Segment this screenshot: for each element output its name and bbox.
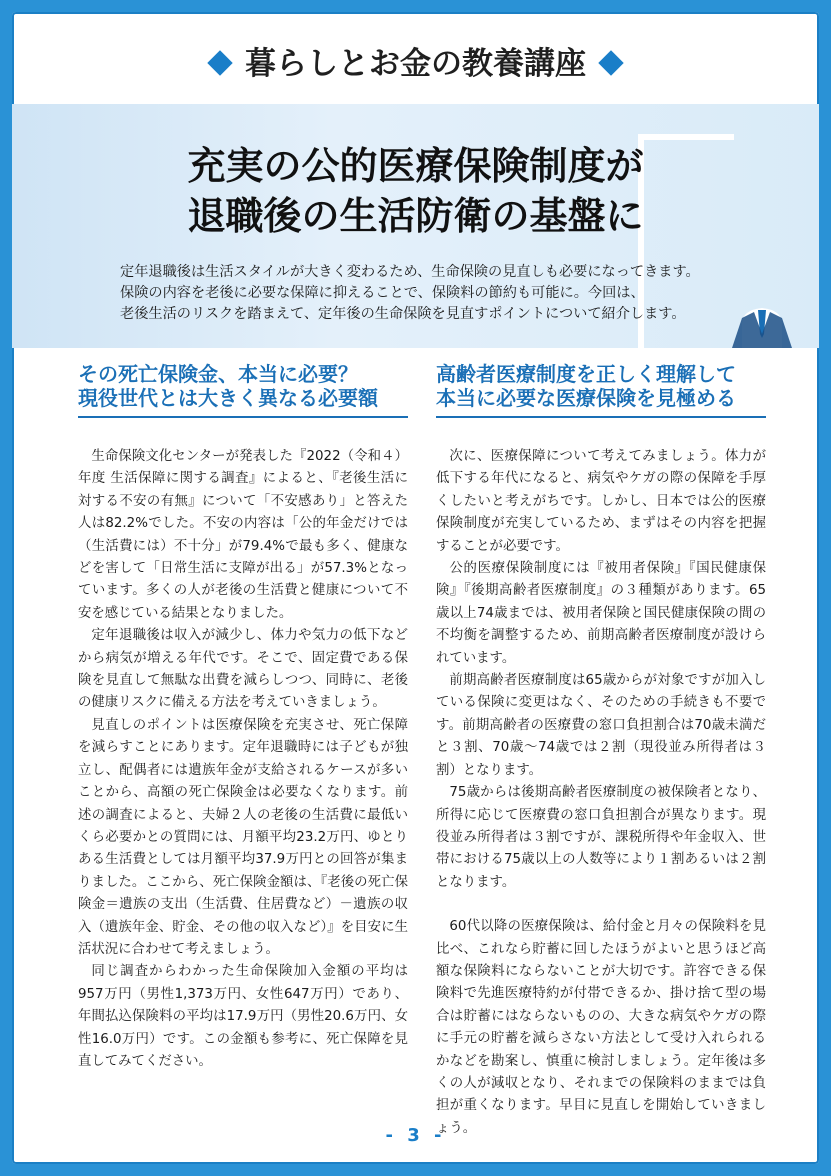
right-column-heading [436,362,766,418]
diamond-icon-right [598,50,623,75]
left-column-heading [78,362,408,418]
left-heading-line1: その死亡保険金、本当に必要？ [78,362,358,386]
series-title: 暮らしとお金の教養講座 [245,46,586,82]
lead-text [120,262,760,325]
paragraph: 次に、医療保障について考えてみましょう。体力が低下する年代になると、病気やケガの際の保障を手厚くしたいと考えがちです。しかし、日本では公的医療保険制度が充実しているため、まずはその内容を把握することが必要です。 [436,449,766,554]
paragraph: 公的医療保険制度には『被用者保険』『国民健康保険』『後期高齢者医療制度』の３種類があります。65歳以上74歳までは、被用者保険と国民健康保険の間の不均衡を調整するため、前期高齢者医療制度が設けられています。 [436,561,766,666]
page-number: - 3 - [385,1125,446,1146]
paragraph: 75歳からは後期高齢者医療制度の被保険者となり、所得に応じて医療費の窓口負担割合が異なります。現役並み所得者は３割ですが、課税所得や年金収入、世帯における75歳以上の人数等により１割あるいは２割となります。 [436,785,766,890]
paragraph: 前期高齢者医療制度は65歳からが対象ですが加入している保険に変更はなく、そのための手続きも不要です。前期高齢者の医療費の窓口負担割合は70歳未満だと３割、70歳～74歳では２割（現役並み所得者は３割）となります。 [436,673,766,778]
lead-line: 保険の内容を老後に必要な保障に抑えることで、保険料の節約も可能に。今回は、 [120,285,645,301]
paragraph: 定年退職後は収入が減少し、体力や気力の低下などから病気が増える年代です。そこで、固定費である保険を見直して無駄な出費を減らしつつ、同時に、老後の健康リスクに備える方法を考えていきましょう。 [78,628,408,711]
left-heading-line2: 現役世代とは大きく異なる必要額 [78,386,378,410]
right-column [436,362,766,1140]
paragraph: 同じ調査からわかった生命保険加入金額の平均は957万円（男性1,373万円、女性647万円）であり、年間払込保険料の平均は17.9万円（男性20.6万円、女性16.0万円）です。この金額も参考に、死亡保障を見直してみてください。 [78,964,408,1069]
paragraph: 60代以降の医療保険は、給付金と月々の保険料を見比べ、これなら貯蓄に回したほうがよいと思うほど高額な保険料にならないことが大切です。許容できる保険料で先進医療特約が付帯できるか、掛け捨て型の場合は貯蓄にはならないものの、大きな病気やケガの際に手元の貯蓄を減らさない方法として受け入れられるかなどを勘案し、慎重に検討しましょう。定年後は多くの人が減収となり、それまでの保険料のままでは負担が重くなります。早目に見直しを開始していきましょう。 [436,919,766,1136]
right-column-body [436,446,766,1140]
right-heading-line1: 高齢者医療制度を正しく理解して [436,362,736,386]
diamond-icon-left [207,50,232,75]
paragraph: 生命保険文化センターが発表した『2022（令和４）年度 生活保障に関する調査』によると、『老後生活に対する不安の有無』について「不安感あり」と答えた人は82.2%でした。不安の内容は「公的年金だけでは（生活費には）不十分」が79.4%で最も多く、健康などを害して「日常生活に支障が出る」が57.3%となっています。多くの人が老後の生活費と健康について不安を感じている結果となりました。 [78,449,408,621]
left-column-body [78,446,408,1073]
right-heading-line2: 本当に必要な医療保険を見極める [436,386,736,410]
lead-line: 定年退職後は生活スタイルが大きく変わるため、生命保険の見直しも必要になってきます。 [120,264,700,280]
left-column [78,362,408,1073]
page [12,12,819,1164]
article-title-line1: 充実の公的医療保険制度が [187,144,644,188]
article-title-line2: 退職後の生活防衛の基盤に [187,194,644,238]
lead-line: 老後生活のリスクを踏まえて、定年後の生命保険を見直すポイントについて紹介します。 [120,306,686,322]
hero-banner [12,104,819,348]
series-header [12,34,819,94]
article-title [12,141,819,241]
paragraph: 見直しのポイントは医療保険を充実させ、死亡保障を減らすことにあります。定年退職時には子どもが独立し、配偶者には遺族年金が支給されるケースが多いことから、高額の死亡保険金は必要なくなります。前述の調査によると、夫婦２人の老後の生活費に最低いくら必要かとの質問には、月額平均23.2万円、ゆとりある生活費としては月額平均37.9万円との回答が集まりました。ここから、死亡保険金額は、『老後の死亡保険金＝遺族の支出（生活費、住居費など）－遺族の収入（遺族年金、貯金、その他の収入など）』を目安に生活状況に合わせて考えましょう。 [78,717,408,957]
